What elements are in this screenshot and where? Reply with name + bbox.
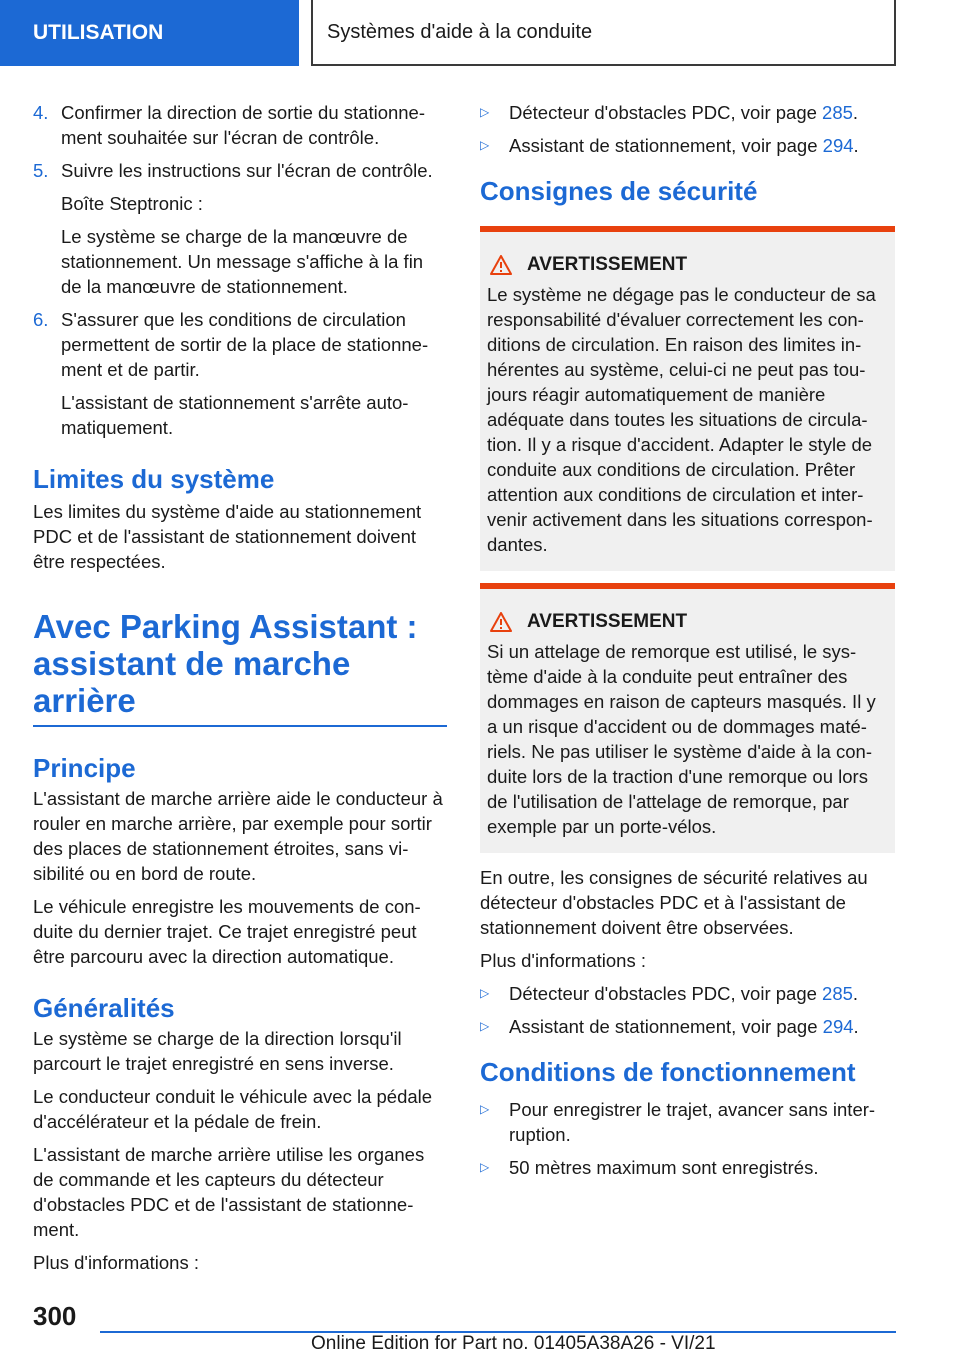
step-number: 4. bbox=[33, 102, 49, 123]
principle-paragraph-2: Le véhicule enregistre les mouvements de conduite du dernier trajet. Ce trajet enregistré peut être parcouru avec la direction automatique. bbox=[33, 896, 421, 967]
warning-text: Le système ne dégage pas le conducteur de sa responsabilité d'évaluer correctement les conditions de circulation. En raison des limites inhérentes au système, celui-ci ne peut pas toujours réagir automatiquement de manière adéquate dans toutes les situations de circulation. Il y a risque d'accident. Adapter le style de conduite aux conditions de circulation. Prêter attention aux conditions de circulation et intervenir activement dans les situations correspondantes. bbox=[487, 284, 876, 555]
step-6 bbox=[33, 307, 447, 382]
step-number: 6. bbox=[33, 309, 49, 330]
list-item bbox=[480, 100, 895, 125]
triangle-bullet-icon: ▷ bbox=[480, 1160, 490, 1174]
main-section-heading: Avec Parking Assistant : assistant de marche arrière bbox=[33, 608, 418, 719]
triangle-bullet-icon: ▷ bbox=[480, 138, 490, 152]
reference-text: Détecteur d'obstacles PDC, voir page 285. bbox=[509, 983, 859, 1004]
triangle-bullet-icon: ▷ bbox=[480, 105, 490, 119]
general-paragraph-1: Le système se charge de la direction lorsqu'il parcourt le trajet enregistré en sens inverse. bbox=[33, 1028, 402, 1074]
step-number: 5. bbox=[33, 160, 49, 181]
limits-heading: Limites du système bbox=[33, 464, 275, 494]
header-chapter-title: Systèmes d'aide à la conduite bbox=[327, 20, 593, 43]
safety-paragraph-1: En outre, les consignes de sécurité relatives au détecteur d'obstacles PDC et à l'assistant de stationnement doivent être observées. bbox=[480, 867, 868, 938]
general-paragraph-3: L'assistant de marche arrière utilise les organes de commande et les capteurs du détecteur d'obstacles PDC et de l'assistant de stationnement. bbox=[33, 1144, 425, 1240]
page-link-285[interactable]: 285 bbox=[822, 983, 853, 1004]
limits-paragraph: Les limites du système d'aide au stationnement PDC et de l'assistant de stationnement doivent être respectées. bbox=[33, 501, 422, 572]
header-section-tab bbox=[0, 0, 299, 66]
principle-heading: Principe bbox=[33, 753, 136, 783]
page-link-285[interactable]: 285 bbox=[822, 102, 853, 123]
step-6-subtext: L'assistant de stationnement s'arrête automatiquement. bbox=[61, 392, 409, 438]
header-chapter-box bbox=[311, 0, 896, 66]
list-item bbox=[480, 1014, 895, 1039]
triangle-bullet-icon: ▷ bbox=[480, 1102, 490, 1116]
page-link-294[interactable]: 294 bbox=[822, 135, 854, 156]
reference-text: Détecteur d'obstacles PDC, voir page 285. bbox=[509, 102, 859, 123]
page-number: 300 bbox=[33, 1301, 77, 1331]
list-item bbox=[480, 1155, 895, 1180]
safety-paragraph-2: Plus d'informations : bbox=[480, 950, 646, 971]
step-5 bbox=[33, 158, 447, 183]
warning-label: AVERTISSEMENT bbox=[527, 611, 688, 632]
warning-box-1 bbox=[480, 226, 895, 571]
conditions-heading: Conditions de fonctionnement bbox=[480, 1057, 856, 1087]
step-text: S'assurer que les conditions de circulation permettent de sortir de la place de stationnement et de partir. bbox=[61, 309, 429, 380]
right-column bbox=[480, 100, 895, 1188]
triangle-bullet-icon: ▷ bbox=[480, 1019, 490, 1033]
warning-text: Si un attelage de remorque est utilisé, le système d'aide à la conduite peut entraîner des dommages en raison de capteurs masqués. Il y a un risque d'accident ou de dommages matériels. Ne pas utiliser le système d'aide à la conduite lors de la traction d'une remorque ou lors de l'utilisation de l'attelage de remorque, par exemple par un porte-vélos. bbox=[487, 641, 876, 837]
triangle-bullet-icon: ▷ bbox=[480, 986, 490, 1000]
warning-triangle-icon bbox=[490, 612, 512, 632]
list-item bbox=[480, 133, 895, 158]
safety-heading: Consignes de sécurité bbox=[480, 176, 758, 206]
header-section-title: UTILISATION bbox=[33, 21, 164, 44]
condition-text: 50 mètres maximum sont enregistrés. bbox=[509, 1157, 819, 1178]
warning-label: AVERTISSEMENT bbox=[527, 254, 688, 275]
heading-divider bbox=[33, 725, 447, 727]
general-paragraph-4: Plus d'informations : bbox=[33, 1252, 199, 1273]
warning-triangle-icon bbox=[490, 255, 512, 275]
list-item bbox=[480, 981, 895, 1006]
step-text: Suivre les instructions sur l'écran de contrôle. bbox=[61, 160, 433, 181]
warning-header bbox=[487, 254, 889, 276]
warning-box-2 bbox=[480, 583, 895, 853]
list-item bbox=[480, 1097, 895, 1147]
reference-text: Assistant de stationnement, voir page 294. bbox=[509, 1016, 859, 1037]
reference-text: Assistant de stationnement, voir page 294. bbox=[509, 135, 859, 156]
left-column bbox=[33, 100, 447, 1283]
warning-header bbox=[487, 611, 889, 633]
page-link-294[interactable]: 294 bbox=[822, 1016, 854, 1037]
condition-text: Pour enregistrer le trajet, avancer sans interruption. bbox=[509, 1099, 876, 1145]
step-5-subtext-1: Boîte Steptronic : bbox=[61, 193, 203, 214]
step-4 bbox=[33, 100, 447, 150]
step-5-subtext-2: Le système se charge de la manœuvre de stationnement. Un message s'affiche à la fin de la manœuvre de stationnement. bbox=[61, 226, 424, 297]
principle-paragraph-1: L'assistant de marche arrière aide le conducteur à rouler en marche arrière, par exemple pour sortir des places de stationnement étroites, sans visibilité ou en bord de route. bbox=[33, 788, 443, 884]
footer-edition: Online Edition for Part no. 01405A38A26 - VI/21 bbox=[311, 1333, 716, 1354]
general-paragraph-2: Le conducteur conduit le véhicule avec la pédale d'accélérateur et la pédale de frein. bbox=[33, 1086, 433, 1132]
step-text: Confirmer la direction de sortie du stationnement souhaitée sur l'écran de contrôle. bbox=[61, 102, 426, 148]
general-heading: Généralités bbox=[33, 993, 175, 1023]
